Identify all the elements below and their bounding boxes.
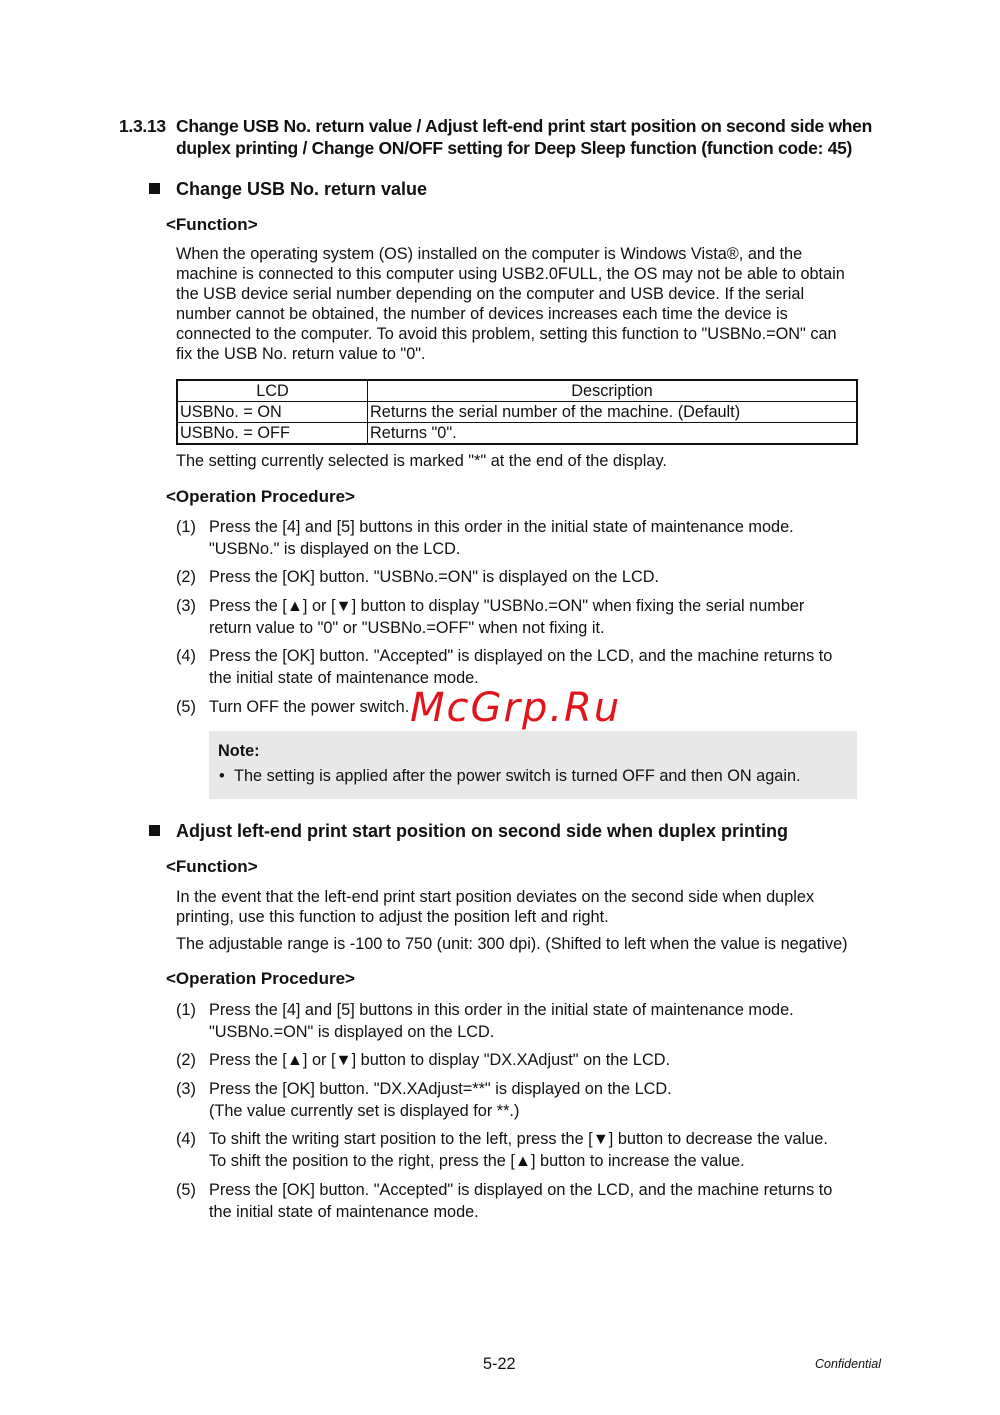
header-description: Description bbox=[368, 380, 858, 402]
cell-description: Returns the serial number of the machine. (Default) bbox=[368, 402, 858, 423]
square-bullet-icon bbox=[149, 183, 160, 194]
step-text: Press the [4] and [5] buttons in this order in the initial state of maintenance mode. bbox=[209, 1001, 794, 1019]
step-text: Turn OFF the power switch. bbox=[209, 698, 410, 716]
bullet-icon: • bbox=[219, 767, 225, 785]
step-text: "USBNo." is displayed on the LCD. bbox=[209, 540, 461, 558]
page-number: 5-22 bbox=[483, 1355, 516, 1373]
step-text: Press the [▲] or [▼] button to display "USBNo.=ON" when fixing the serial number bbox=[209, 597, 805, 615]
note-box bbox=[209, 731, 857, 799]
step-text: (The value currently set is displayed for **.) bbox=[209, 1102, 520, 1120]
section2-procedure-label: <Operation Procedure> bbox=[166, 969, 355, 988]
text-line: printing, use this function to adjust the position left and right. bbox=[176, 908, 609, 926]
note-text: The setting is applied after the power switch is turned OFF and then ON again. bbox=[234, 767, 801, 785]
lcd-table bbox=[176, 379, 858, 445]
step-text: To shift the writing start position to the left, press the [▼] button to decrease the value. bbox=[209, 1130, 828, 1148]
step-text: Press the [OK] button. "Accepted" is displayed on the LCD, and the machine returns to bbox=[209, 647, 833, 665]
step-number: (3) bbox=[176, 1080, 196, 1098]
step-number: (1) bbox=[176, 518, 196, 536]
text-line: connected to the computer. To avoid this problem, setting this function to "USBNo.=ON" can bbox=[176, 325, 837, 343]
step-text: Press the [OK] button. "Accepted" is displayed on the LCD, and the machine returns to bbox=[209, 1181, 833, 1199]
table-note: The setting currently selected is marked "*" at the end of the display. bbox=[176, 452, 667, 470]
step-text: return value to "0" or "USBNo.=OFF" when not fixing it. bbox=[209, 619, 605, 637]
step-number: (2) bbox=[176, 568, 196, 586]
square-bullet-icon bbox=[149, 825, 160, 836]
step-text: "USBNo.=ON" is displayed on the LCD. bbox=[209, 1023, 495, 1041]
step-text: To shift the position to the right, press the [▲] button to increase the value. bbox=[209, 1152, 745, 1170]
step-number: (2) bbox=[176, 1051, 196, 1069]
text-line: fix the USB No. return value to "0". bbox=[176, 345, 426, 363]
text-line: number cannot be obtained, the number of devices increases each time the device is bbox=[176, 305, 788, 323]
table-row bbox=[177, 402, 857, 423]
step-number: (5) bbox=[176, 698, 196, 716]
text-line: In the event that the left-end print start position deviates on the second side when duplex bbox=[176, 888, 815, 906]
section2-function-label: <Function> bbox=[166, 857, 258, 876]
confidential-label: Confidential bbox=[815, 1357, 882, 1371]
step-number: (1) bbox=[176, 1001, 196, 1019]
page-heading-line2: duplex printing / Change ON/OFF setting for Deep Sleep function (function code: 45) bbox=[176, 138, 853, 158]
step-number: (3) bbox=[176, 597, 196, 615]
text-line: machine is connected to this computer using USB2.0FULL, the OS may not be able to obtain bbox=[176, 265, 845, 283]
cell-description: Returns "0". bbox=[368, 423, 858, 445]
step-text: the initial state of maintenance mode. bbox=[209, 1203, 479, 1221]
step-text: the initial state of maintenance mode. bbox=[209, 669, 479, 687]
section2-title: Adjust left-end print start position on second side when duplex printing bbox=[176, 821, 789, 841]
watermark: McGrp.Ru bbox=[410, 685, 622, 731]
step-text: Press the [4] and [5] buttons in this order in the initial state of maintenance mode. bbox=[209, 518, 794, 536]
table-row bbox=[177, 423, 857, 445]
step-text: Press the [OK] button. "DX.XAdjust=**" is displayed on the LCD. bbox=[209, 1080, 672, 1098]
section1-procedure-label: <Operation Procedure> bbox=[166, 487, 355, 506]
step-number: (4) bbox=[176, 647, 196, 665]
header-lcd: LCD bbox=[177, 380, 368, 402]
page-heading-line1: Change USB No. return value / Adjust left-end print start position on second side when bbox=[176, 116, 872, 136]
note-label: Note: bbox=[218, 742, 260, 760]
step-number: (4) bbox=[176, 1130, 196, 1148]
text-line: the USB device serial number depending on the computer and USB device. If the serial bbox=[176, 285, 805, 303]
section-number: 1.3.13 bbox=[119, 116, 166, 136]
section1-function-label: <Function> bbox=[166, 215, 258, 234]
section1-title: Change USB No. return value bbox=[176, 179, 428, 199]
cell-lcd: USBNo. = OFF bbox=[177, 423, 368, 445]
cell-lcd: USBNo. = ON bbox=[177, 402, 368, 423]
step-number: (5) bbox=[176, 1181, 196, 1199]
step-text: Press the [▲] or [▼] button to display "DX.XAdjust" on the LCD. bbox=[209, 1051, 670, 1069]
step-text: Press the [OK] button. "USBNo.=ON" is displayed on the LCD. bbox=[209, 568, 660, 586]
range-line: The adjustable range is -100 to 750 (unit: 300 dpi). (Shifted to left when the value is negative) bbox=[176, 935, 848, 953]
table-header-row bbox=[177, 380, 857, 402]
text-line: When the operating system (OS) installed on the computer is Windows Vista®, and the bbox=[176, 245, 803, 263]
